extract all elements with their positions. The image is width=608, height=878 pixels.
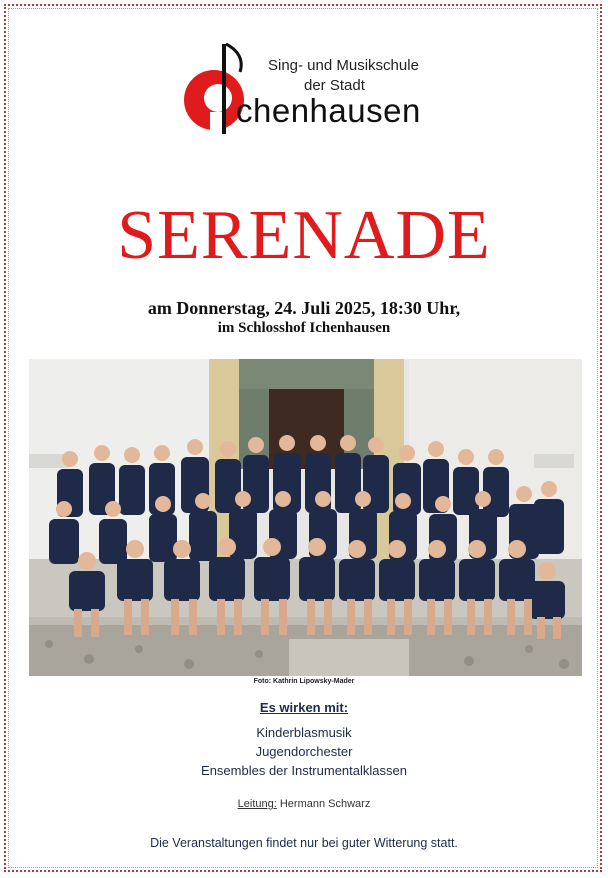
participant-item: Jugendorchester <box>255 744 353 759</box>
participant-item: Kinderblasmusik <box>256 725 352 740</box>
participants-list <box>0 723 608 780</box>
music-note-i-icon <box>184 44 244 134</box>
participant-item: Ensembles der Instrumentalklassen <box>201 763 407 778</box>
photo-credit: Foto: Kathrin Lipowsky-Mader <box>253 678 355 685</box>
weather-note: Die Veranstaltungen findet nur bei guter Witterung statt. <box>150 836 458 850</box>
conductor-line <box>0 798 608 810</box>
logo-line-3: chenhausen <box>236 92 421 129</box>
logo-line-2: der Stadt <box>304 77 365 94</box>
group-photo <box>29 359 582 676</box>
event-date: am Donnerstag, 24. Juli 2025, 18:30 Uhr, <box>147 298 461 318</box>
conductor-label: Leitung: <box>237 798 277 810</box>
page-title: SERENADE <box>117 197 491 274</box>
event-place: im Schlosshof Ichenhausen <box>217 320 391 336</box>
logo-line-1: Sing- und Musikschule <box>268 57 419 74</box>
conductor-name: Hermann Schwarz <box>279 798 371 810</box>
participants-heading: Es wirken mit: <box>259 700 349 715</box>
